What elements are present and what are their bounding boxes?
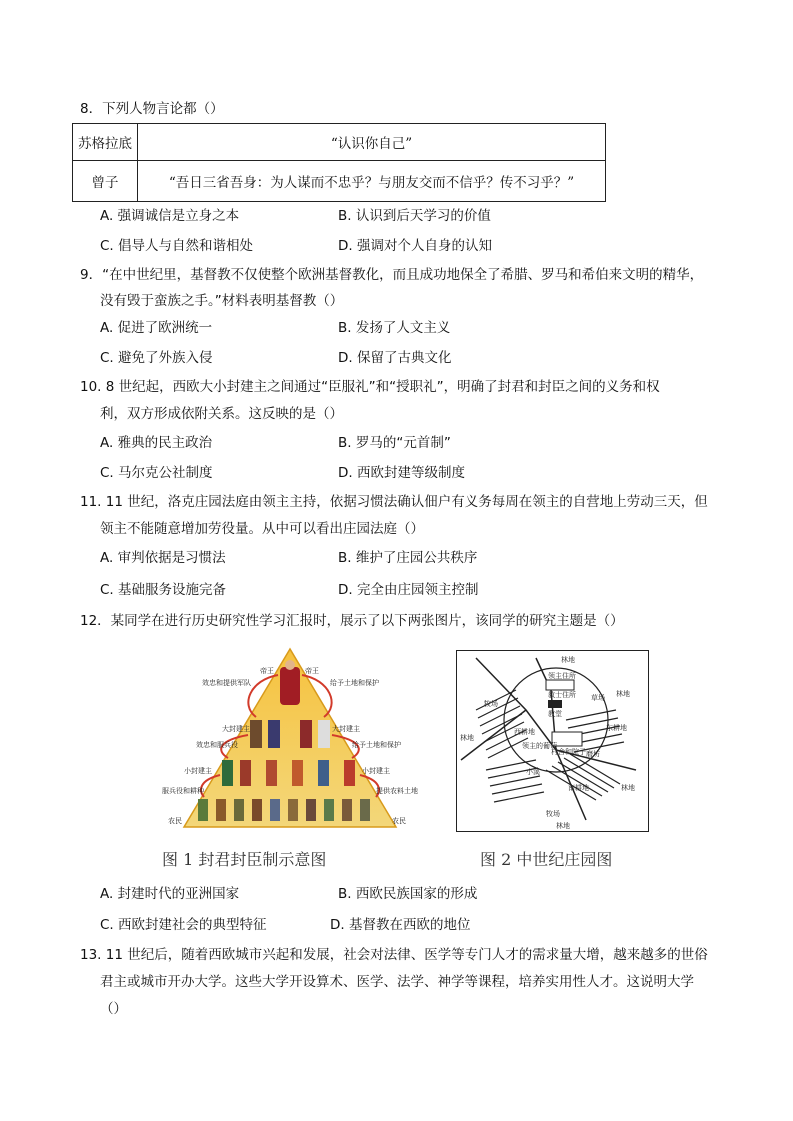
q11-option-d[interactable]: D. 完全由庄园领主控制 (338, 582, 479, 598)
label-south-field: 南耕地 (568, 784, 589, 792)
q11-option-b[interactable]: B. 维护了庄园公共秩序 (338, 550, 478, 566)
label-provide-land: 提供农料土地 (376, 787, 418, 795)
q9-option-d[interactable]: D. 保留了古典文化 (338, 350, 452, 366)
label-forest-bottom: 林地 (556, 822, 570, 830)
q8-quote-table (72, 123, 606, 202)
label-emperor-left: 帝王 (260, 667, 274, 675)
chapel-building (548, 700, 562, 708)
q10-option-c[interactable]: C. 马尔克公社制度 (100, 465, 213, 481)
q9-option-c[interactable]: C. 避免了外族入侵 (100, 350, 213, 366)
q8-option-a[interactable]: A. 强调诚信是立身之本 (100, 208, 240, 224)
label-church: 教士住所 (548, 691, 576, 699)
q10-stem-line2: 利，双方形成依附关系。这反映的是（） (100, 406, 343, 422)
q10-option-b[interactable]: B. 罗马的“元首制” (338, 435, 451, 451)
q11-stem-line2: 领主不能随意增加劳役量。从中可以看出庄园法庭（） (100, 521, 424, 537)
q12-stem: 12．某同学在进行历史研究性学习汇报时，展示了以下两张图片，该同学的研究主题是（） (80, 613, 624, 629)
label-village: 村舍和院子 (551, 748, 586, 756)
label-loyal-army: 效忠和提供军队 (202, 679, 251, 687)
label-big-lord-right: 大封建主 (332, 725, 360, 733)
q8-option-c[interactable]: C. 倡导人与自然和谐相处 (100, 238, 254, 254)
label-pasture-r: 草场 (591, 694, 605, 702)
q8-stem: 8．下列人物言论都（） (80, 101, 224, 117)
table-row (73, 124, 606, 161)
label-forest-br: 林地 (621, 784, 635, 792)
q9-option-b[interactable]: B. 发扬了人文主义 (338, 320, 451, 336)
label-peasant-right: 农民 (392, 817, 406, 825)
label-pasture-tl: 牧场 (484, 700, 498, 708)
label-stream: 小溪 (526, 768, 540, 776)
label-east-field: 东耕地 (606, 724, 627, 732)
label-forest-top: 林地 (561, 656, 575, 664)
q10-option-d[interactable]: D. 西欧封建等级制度 (338, 465, 465, 481)
emperor-head (285, 660, 295, 670)
label-give-land-1: 给予土地和保护 (330, 679, 379, 687)
label-small-lord-left: 小封建主 (184, 767, 212, 775)
label-west-field: 西耕地 (514, 728, 535, 736)
q9-stem-line1: 9．“在中世纪里，基督教不仅使整个欧洲基督教化，而且成功地保全了希腊、罗马和希伯来文明的精华， (80, 267, 704, 283)
speaker-name: 苏格拉底 (73, 124, 138, 161)
label-chapel: 教堂 (548, 710, 562, 718)
q12-option-b[interactable]: B. 西欧民族国家的形成 (338, 886, 478, 902)
quote-text: “吾日三省吾身：为人谋而不忠乎？与朋友交而不信乎？传不习乎？” (138, 161, 606, 202)
q10-option-a[interactable]: A. 雅典的民主政治 (100, 435, 213, 451)
label-small-lord-right: 小封建主 (362, 767, 390, 775)
fig2-caption: 图 2 中世纪庄园图 (480, 850, 613, 869)
q11-stem-line1: 11. 11 世纪，洛克庄园法庭由领主主持，依据习惯法确认佃户有义务每周在领主的自营地上劳动三天，但 (80, 494, 708, 510)
feudal-pyramid-figure (160, 645, 420, 835)
quote-text: “认识你自己” (138, 124, 606, 161)
speaker-name: 曾子 (73, 161, 138, 202)
label-peasant-left: 农民 (168, 817, 182, 825)
q12-option-d[interactable]: D. 基督教在西欧的地位 (330, 917, 471, 933)
fig1-caption: 图 1 封君封臣制示意图 (162, 850, 327, 869)
q11-option-c[interactable]: C. 基础服务设施完备 (100, 582, 227, 598)
label-forest-left: 林地 (460, 734, 474, 742)
q12-option-a[interactable]: A. 封建时代的亚洲国家 (100, 886, 240, 902)
q13-stem-line2: 君主或城市开办大学。这些大学开设算术、医学、法学、神学等课程，培养实用性人才。这说明大学 (100, 974, 694, 990)
label-big-lord-left: 大封建主 (222, 725, 250, 733)
label-give-land-2: 给予土地和保护 (352, 741, 401, 749)
table-row (73, 161, 606, 202)
q13-stem-line1: 13. 11 世纪后，随着西欧城市兴起和发展，社会对法律、医学等专门人才的需求量大增，越来越多的世俗 (80, 947, 708, 963)
q12-option-c[interactable]: C. 西欧封建社会的典型特征 (100, 917, 267, 933)
q13-stem-line3: （） (100, 1001, 127, 1017)
q11-option-a[interactable]: A. 审判依据是习惯法 (100, 550, 226, 566)
emperor-figure (280, 667, 300, 705)
q8-option-b[interactable]: B. 认识到后天学习的价值 (338, 208, 491, 224)
q9-stem-line2: 没有毁于蛮族之手。”材料表明基督教（） (100, 293, 344, 309)
q10-stem-line1: 10. 8 世纪起，西欧大小封建主之间通过“臣服礼”和“授职礼”，明确了封君和封臣之间的义务和权 (80, 379, 660, 395)
label-emperor-right: 帝王 (305, 667, 319, 675)
q9-option-a[interactable]: A. 促进了欧洲统一 (100, 320, 213, 336)
label-forest-right: 林地 (616, 690, 630, 698)
q8-option-d[interactable]: D. 强调对个人自身的认知 (338, 238, 492, 254)
label-lord-house: 领主住所 (548, 672, 576, 680)
label-mill: 磨坊 (586, 750, 600, 758)
label-grove: 领主的葡萄 (522, 742, 557, 750)
label-pasture-b: 牧场 (546, 810, 560, 818)
label-service-farm: 服兵役和耕种 (162, 787, 204, 795)
manor-map-figure (456, 650, 649, 832)
label-loyal-service: 效忠和服兵役 (196, 741, 238, 749)
lord-house (546, 680, 574, 690)
